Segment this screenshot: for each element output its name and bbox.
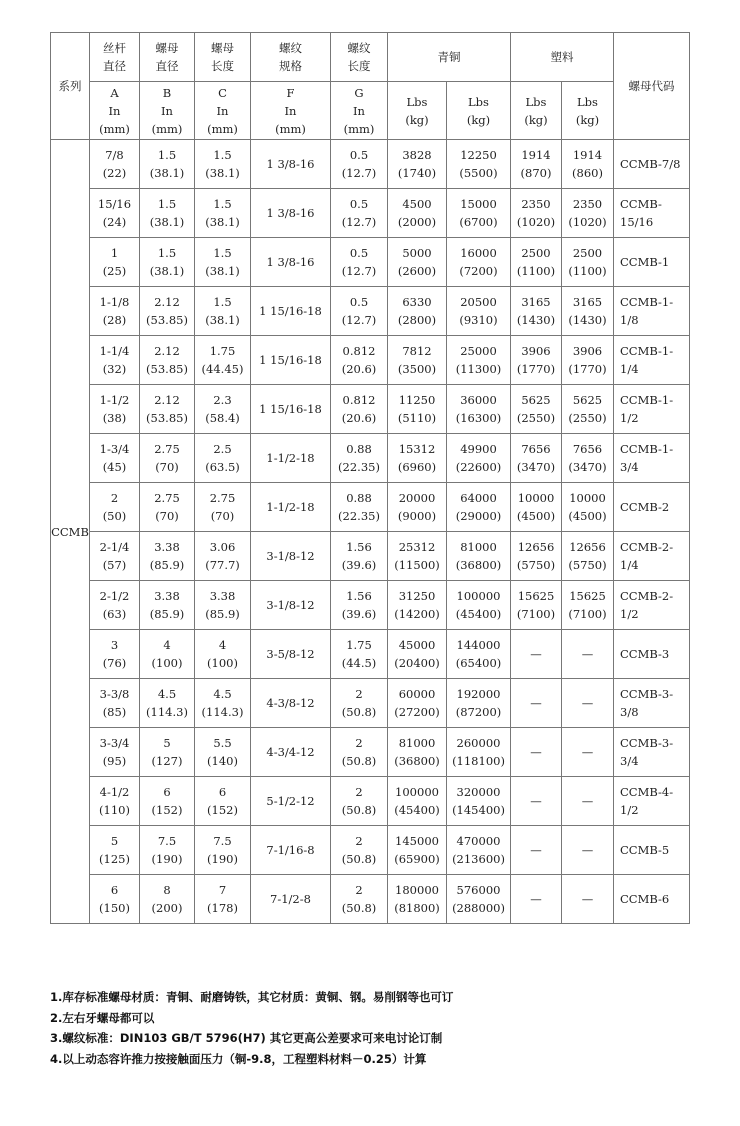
cell-br2: 192000 (87200) bbox=[447, 679, 511, 728]
cell-b: 1.5 (38.1) bbox=[140, 238, 195, 287]
cell-c: 1.5 (38.1) bbox=[195, 287, 251, 336]
cell-b: 3.38 (85.9) bbox=[140, 581, 195, 630]
cell-br1: 20000 (9000) bbox=[388, 483, 447, 532]
header-row-2 bbox=[51, 82, 690, 140]
cell-g: 2 (50.8) bbox=[331, 875, 388, 924]
cell-a: 1-1/4 (32) bbox=[90, 336, 140, 385]
cell-code: CCMB-3 bbox=[614, 630, 690, 679]
table-row bbox=[51, 140, 690, 189]
cell-code: CCMB-2-1/4 bbox=[614, 532, 690, 581]
cell-b: 2.12 (53.85) bbox=[140, 287, 195, 336]
header-lbs-plastic-2: Lbs (kg) bbox=[562, 82, 614, 140]
cell-pl2: — bbox=[562, 826, 614, 875]
table-row bbox=[51, 287, 690, 336]
cell-f: 1 15/16-18 bbox=[251, 287, 331, 336]
header-sub-f: F In (mm) bbox=[251, 82, 331, 140]
cell-f: 5-1/2-12 bbox=[251, 777, 331, 826]
cell-pl2: — bbox=[562, 728, 614, 777]
cell-g: 2 (50.8) bbox=[331, 826, 388, 875]
cell-pl2: 1914 (860) bbox=[562, 140, 614, 189]
cell-b: 3.38 (85.9) bbox=[140, 532, 195, 581]
cell-a: 7/8 (22) bbox=[90, 140, 140, 189]
header-plastic bbox=[511, 33, 614, 82]
cell-a: 15/16 (24) bbox=[90, 189, 140, 238]
cell-f: 4-3/4-12 bbox=[251, 728, 331, 777]
header-sub-c: C In (mm) bbox=[195, 82, 251, 140]
cell-a: 1 (25) bbox=[90, 238, 140, 287]
cell-br2: 15000 (6700) bbox=[447, 189, 511, 238]
cell-pl1: 15625 (7100) bbox=[511, 581, 562, 630]
cell-f: 3-1/8-12 bbox=[251, 581, 331, 630]
cell-a: 1-3/4 (45) bbox=[90, 434, 140, 483]
cell-f: 1 3/8-16 bbox=[251, 189, 331, 238]
cell-g: 2 (50.8) bbox=[331, 777, 388, 826]
header-len-g: 螺纹 长度 bbox=[331, 33, 388, 82]
cell-a: 2-1/2 (63) bbox=[90, 581, 140, 630]
cell-c: 1.75 (44.45) bbox=[195, 336, 251, 385]
cell-br1: 31250 (14200) bbox=[388, 581, 447, 630]
cell-code: CCMB-2 bbox=[614, 483, 690, 532]
cell-pl1: — bbox=[511, 679, 562, 728]
cell-f: 7-1/2-8 bbox=[251, 875, 331, 924]
cell-br2: 100000 (45400) bbox=[447, 581, 511, 630]
cell-pl2: 3906 (1770) bbox=[562, 336, 614, 385]
cell-b: 1.5 (38.1) bbox=[140, 189, 195, 238]
cell-f: 1-1/2-18 bbox=[251, 434, 331, 483]
cell-g: 2 (50.8) bbox=[331, 728, 388, 777]
cell-code: CCMB-7/8 bbox=[614, 140, 690, 189]
cell-g: 0.5 (12.7) bbox=[331, 140, 388, 189]
cell-f: 3-1/8-12 bbox=[251, 532, 331, 581]
cell-b: 2.12 (53.85) bbox=[140, 336, 195, 385]
table-row bbox=[51, 434, 690, 483]
cell-b: 5 (127) bbox=[140, 728, 195, 777]
cell-br1: 4500 (2000) bbox=[388, 189, 447, 238]
cell-br1: 6330 (2800) bbox=[388, 287, 447, 336]
header-dia-a: 丝杆 直径 bbox=[90, 33, 140, 82]
cell-br2: 576000 (288000) bbox=[447, 875, 511, 924]
cell-pl1: 7656 (3470) bbox=[511, 434, 562, 483]
spec-table bbox=[50, 32, 690, 924]
cell-a: 2-1/4 (57) bbox=[90, 532, 140, 581]
table-row bbox=[51, 826, 690, 875]
cell-g: 0.88 (22.35) bbox=[331, 434, 388, 483]
header-spec-f: 螺纹 规格 bbox=[251, 33, 331, 82]
cell-pl2: 7656 (3470) bbox=[562, 434, 614, 483]
cell-f: 1 3/8-16 bbox=[251, 238, 331, 287]
cell-br2: 260000 (118100) bbox=[447, 728, 511, 777]
cell-a: 3-3/8 (85) bbox=[90, 679, 140, 728]
table-row bbox=[51, 483, 690, 532]
cell-code: CCMB-3-3/4 bbox=[614, 728, 690, 777]
table-row bbox=[51, 581, 690, 630]
cell-code: CCMB-5 bbox=[614, 826, 690, 875]
cell-code: CCMB-4-1/2 bbox=[614, 777, 690, 826]
cell-pl2: — bbox=[562, 875, 614, 924]
cell-g: 0.812 (20.6) bbox=[331, 336, 388, 385]
cell-c: 1.5 (38.1) bbox=[195, 238, 251, 287]
cell-pl1: 3165 (1430) bbox=[511, 287, 562, 336]
cell-pl2: 12656 (5750) bbox=[562, 532, 614, 581]
header-bronze bbox=[388, 33, 511, 82]
cell-br1: 7812 (3500) bbox=[388, 336, 447, 385]
cell-br1: 100000 (45400) bbox=[388, 777, 447, 826]
table-row bbox=[51, 630, 690, 679]
cell-g: 1.75 (44.5) bbox=[331, 630, 388, 679]
cell-c: 1.5 (38.1) bbox=[195, 140, 251, 189]
cell-b: 2.12 (53.85) bbox=[140, 385, 195, 434]
notes bbox=[50, 987, 710, 1069]
cell-pl1: 10000 (4500) bbox=[511, 483, 562, 532]
cell-br2: 49900 (22600) bbox=[447, 434, 511, 483]
cell-b: 7.5 (190) bbox=[140, 826, 195, 875]
header-lbs-bronze-2: Lbs (kg) bbox=[447, 82, 511, 140]
cell-g: 0.88 (22.35) bbox=[331, 483, 388, 532]
note-2: 2.左右牙螺母都可以 bbox=[50, 1010, 155, 1025]
cell-c: 3.38 (85.9) bbox=[195, 581, 251, 630]
cell-a: 1-1/8 (28) bbox=[90, 287, 140, 336]
cell-b: 2.75 (70) bbox=[140, 483, 195, 532]
cell-code: CCMB-1-3/4 bbox=[614, 434, 690, 483]
table-row bbox=[51, 238, 690, 287]
cell-pl2: — bbox=[562, 630, 614, 679]
cell-a: 1-1/2 (38) bbox=[90, 385, 140, 434]
cell-pl2: — bbox=[562, 679, 614, 728]
cell-a: 3-3/4 (95) bbox=[90, 728, 140, 777]
cell-g: 1.56 (39.6) bbox=[331, 581, 388, 630]
note-4: 4.以上动态容许推力按接触面压力（铜-9.8，工程塑料材料－0.25）计算 bbox=[50, 1051, 427, 1066]
cell-code: CCMB-2-1/2 bbox=[614, 581, 690, 630]
cell-br1: 25312 (11500) bbox=[388, 532, 447, 581]
header-series bbox=[51, 33, 90, 140]
table-row bbox=[51, 189, 690, 238]
header-code bbox=[614, 33, 690, 140]
cell-br2: 81000 (36800) bbox=[447, 532, 511, 581]
cell-c: 6 (152) bbox=[195, 777, 251, 826]
cell-c: 2.3 (58.4) bbox=[195, 385, 251, 434]
header-code-label: 螺母代码 bbox=[628, 79, 675, 93]
cell-c: 7 (178) bbox=[195, 875, 251, 924]
cell-pl1: — bbox=[511, 777, 562, 826]
header-series-label: 系列 bbox=[58, 79, 82, 93]
cell-pl2: 2500 (1100) bbox=[562, 238, 614, 287]
cell-pl2: 2350 (1020) bbox=[562, 189, 614, 238]
cell-pl2: 3165 (1430) bbox=[562, 287, 614, 336]
header-sub-g: G In (mm) bbox=[331, 82, 388, 140]
cell-br1: 145000 (65900) bbox=[388, 826, 447, 875]
table-row bbox=[51, 532, 690, 581]
cell-b: 1.5 (38.1) bbox=[140, 140, 195, 189]
cell-g: 0.5 (12.7) bbox=[331, 238, 388, 287]
cell-pl1: — bbox=[511, 728, 562, 777]
cell-pl2: — bbox=[562, 777, 614, 826]
header-row-1 bbox=[51, 33, 690, 82]
cell-c: 4.5 (114.3) bbox=[195, 679, 251, 728]
cell-pl1: 3906 (1770) bbox=[511, 336, 562, 385]
cell-c: 7.5 (190) bbox=[195, 826, 251, 875]
cell-f: 3-5/8-12 bbox=[251, 630, 331, 679]
cell-c: 2.5 (63.5) bbox=[195, 434, 251, 483]
cell-a: 5 (125) bbox=[90, 826, 140, 875]
cell-c: 5.5 (140) bbox=[195, 728, 251, 777]
cell-pl1: — bbox=[511, 630, 562, 679]
cell-br1: 60000 (27200) bbox=[388, 679, 447, 728]
cell-a: 4-1/2 (110) bbox=[90, 777, 140, 826]
cell-b: 6 (152) bbox=[140, 777, 195, 826]
cell-b: 8 (200) bbox=[140, 875, 195, 924]
table-row bbox=[51, 777, 690, 826]
cell-a: 6 (150) bbox=[90, 875, 140, 924]
cell-b: 2.75 (70) bbox=[140, 434, 195, 483]
cell-code: CCMB-1-1/8 bbox=[614, 287, 690, 336]
cell-pl1: 2500 (1100) bbox=[511, 238, 562, 287]
cell-pl1: — bbox=[511, 875, 562, 924]
cell-c: 4 (100) bbox=[195, 630, 251, 679]
cell-pl2: 15625 (7100) bbox=[562, 581, 614, 630]
cell-pl1: 1914 (870) bbox=[511, 140, 562, 189]
cell-code: CCMB-1 bbox=[614, 238, 690, 287]
series-cell: CCMB bbox=[51, 140, 90, 924]
cell-br1: 11250 (5110) bbox=[388, 385, 447, 434]
cell-br1: 180000 (81800) bbox=[388, 875, 447, 924]
header-bronze-label: 青铜 bbox=[437, 50, 461, 64]
cell-br1: 81000 (36800) bbox=[388, 728, 447, 777]
table-row bbox=[51, 875, 690, 924]
cell-code: CCMB-15/16 bbox=[614, 189, 690, 238]
cell-code: CCMB-1-1/2 bbox=[614, 385, 690, 434]
cell-g: 0.5 (12.7) bbox=[331, 189, 388, 238]
header-dia-b: 螺母 直径 bbox=[140, 33, 195, 82]
cell-br2: 25000 (11300) bbox=[447, 336, 511, 385]
cell-br1: 3828 (1740) bbox=[388, 140, 447, 189]
cell-br2: 144000 (65400) bbox=[447, 630, 511, 679]
header-lbs-plastic-1: Lbs (kg) bbox=[511, 82, 562, 140]
cell-br2: 16000 (7200) bbox=[447, 238, 511, 287]
cell-br1: 45000 (20400) bbox=[388, 630, 447, 679]
header-sub-b: B In (mm) bbox=[140, 82, 195, 140]
cell-b: 4 (100) bbox=[140, 630, 195, 679]
header-len-c: 螺母 长度 bbox=[195, 33, 251, 82]
cell-b: 4.5 (114.3) bbox=[140, 679, 195, 728]
cell-code: CCMB-6 bbox=[614, 875, 690, 924]
cell-pl2: 5625 (2550) bbox=[562, 385, 614, 434]
cell-br2: 36000 (16300) bbox=[447, 385, 511, 434]
table-row bbox=[51, 728, 690, 777]
cell-f: 1 15/16-18 bbox=[251, 336, 331, 385]
cell-pl1: 12656 (5750) bbox=[511, 532, 562, 581]
cell-f: 1 3/8-16 bbox=[251, 140, 331, 189]
cell-br2: 470000 (213600) bbox=[447, 826, 511, 875]
cell-g: 2 (50.8) bbox=[331, 679, 388, 728]
cell-pl2: 10000 (4500) bbox=[562, 483, 614, 532]
cell-pl1: 2350 (1020) bbox=[511, 189, 562, 238]
cell-br2: 64000 (29000) bbox=[447, 483, 511, 532]
cell-code: CCMB-3-3/8 bbox=[614, 679, 690, 728]
note-1: 1.库存标准螺母材质：青铜、耐磨铸铁，其它材质：黄铜、钢。易削钢等也可订 bbox=[50, 990, 454, 1004]
cell-g: 0.5 (12.7) bbox=[331, 287, 388, 336]
cell-g: 0.812 (20.6) bbox=[331, 385, 388, 434]
cell-f: 4-3/8-12 bbox=[251, 679, 331, 728]
cell-pl1: — bbox=[511, 826, 562, 875]
cell-f: 7-1/16-8 bbox=[251, 826, 331, 875]
cell-f: 1-1/2-18 bbox=[251, 483, 331, 532]
cell-br2: 320000 (145400) bbox=[447, 777, 511, 826]
cell-a: 3 (76) bbox=[90, 630, 140, 679]
cell-br1: 5000 (2600) bbox=[388, 238, 447, 287]
cell-f: 1 15/16-18 bbox=[251, 385, 331, 434]
cell-pl1: 5625 (2550) bbox=[511, 385, 562, 434]
cell-br2: 12250 (5500) bbox=[447, 140, 511, 189]
header-plastic-label: 塑料 bbox=[550, 50, 574, 64]
cell-c: 2.75 (70) bbox=[195, 483, 251, 532]
table-row bbox=[51, 336, 690, 385]
cell-c: 3.06 (77.7) bbox=[195, 532, 251, 581]
cell-a: 2 (50) bbox=[90, 483, 140, 532]
cell-br1: 15312 (6960) bbox=[388, 434, 447, 483]
cell-c: 1.5 (38.1) bbox=[195, 189, 251, 238]
cell-br2: 20500 (9310) bbox=[447, 287, 511, 336]
note-3: 3.螺纹标准：DIN103 GB/T 5796(H7) 其它更高公差要求可来电讨论订制 bbox=[50, 1031, 443, 1045]
table-row bbox=[51, 679, 690, 728]
header-sub-a: A In (mm) bbox=[90, 82, 140, 140]
cell-g: 1.56 (39.6) bbox=[331, 532, 388, 581]
header-lbs-bronze-1: Lbs (kg) bbox=[388, 82, 447, 140]
cell-code: CCMB-1-1/4 bbox=[614, 336, 690, 385]
table-row bbox=[51, 385, 690, 434]
